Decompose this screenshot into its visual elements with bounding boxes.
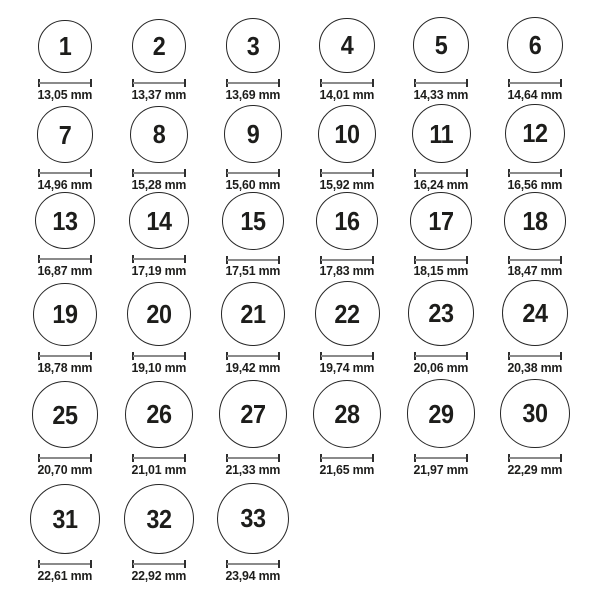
diameter-measure-line [132, 79, 186, 87]
ring-cell [18, 192, 112, 278]
ring-circle [500, 379, 570, 449]
diameter-label: 23,94 mm [225, 568, 281, 583]
diameter-label: 13,69 mm [225, 87, 281, 102]
ring-cell [488, 278, 582, 375]
ring-cell [112, 477, 206, 583]
ring-row [18, 477, 582, 583]
ring-circle [507, 17, 563, 73]
measure-bar [321, 259, 373, 261]
diameter-measure-line [320, 352, 374, 360]
diameter-measure-line [320, 79, 374, 87]
ring-cell [206, 192, 300, 278]
ring-circle [130, 106, 187, 163]
ring-cell [18, 375, 112, 477]
ring-cell [300, 278, 394, 375]
diameter-label: 14,96 mm [37, 177, 93, 192]
ring-cell [18, 278, 112, 375]
diameter-measure-line [414, 169, 468, 177]
diameter-measure-line [38, 560, 92, 568]
ring-size-number: 22 [334, 298, 360, 329]
ring-size-number: 9 [246, 119, 260, 150]
ring-cell [18, 102, 112, 192]
measure-tick-right-icon [90, 454, 92, 462]
ring-cell [206, 102, 300, 192]
measure-tick-right-icon [466, 169, 468, 177]
measure-tick-right-icon [90, 169, 92, 177]
ring-size-number: 28 [334, 398, 360, 429]
diameter-measure-line [508, 256, 562, 263]
ring-cell [394, 102, 488, 192]
measure-bar [39, 355, 91, 357]
ring-circle [37, 106, 94, 163]
ring-circle [221, 282, 286, 347]
ring-row [18, 102, 582, 192]
ring-cell [394, 192, 488, 278]
ring-circle [407, 379, 476, 448]
ring-size-number: 10 [334, 118, 360, 149]
diameter-measure-line [508, 169, 562, 177]
diameter-measure-line [132, 352, 186, 360]
ring-circle [502, 280, 568, 346]
ring-size-number: 14 [146, 205, 172, 236]
measure-bar [133, 355, 185, 357]
ring-circle [35, 192, 95, 249]
ring-cell [112, 6, 206, 102]
diameter-label: 20,06 mm [413, 360, 469, 375]
diameter-measure-line [508, 352, 562, 360]
diameter-label: 16,24 mm [413, 177, 469, 192]
diameter-measure-line [508, 454, 562, 462]
diameter-label: 16,56 mm [507, 177, 563, 192]
diameter-label: 13,37 mm [131, 87, 187, 102]
diameter-measure-line [414, 79, 468, 87]
ring-size-number: 8 [152, 119, 166, 150]
measure-bar [321, 172, 373, 174]
ring-cell [394, 6, 488, 102]
measure-bar [39, 563, 91, 565]
measure-bar [39, 172, 91, 174]
ring-size-number: 24 [522, 297, 548, 328]
ring-size-number: 4 [340, 30, 354, 61]
measure-tick-right-icon [278, 560, 280, 568]
diameter-label: 21,65 mm [319, 462, 375, 477]
measure-bar [415, 355, 467, 357]
measure-tick-right-icon [466, 79, 468, 87]
measure-bar [509, 82, 561, 84]
diameter-label: 14,64 mm [507, 87, 563, 102]
ring-cell [488, 6, 582, 102]
ring-size-number: 33 [240, 503, 266, 534]
ring-circle [127, 282, 191, 346]
measure-bar [321, 82, 373, 84]
diameter-label: 20,70 mm [37, 462, 93, 477]
measure-bar [509, 355, 561, 357]
ring-size-number: 27 [240, 399, 266, 430]
measure-tick-right-icon [372, 352, 374, 360]
measure-bar [321, 457, 373, 459]
ring-cell [488, 375, 582, 477]
measure-tick-right-icon [372, 169, 374, 177]
diameter-measure-line [226, 256, 280, 264]
measure-tick-right-icon [184, 169, 186, 177]
diameter-measure-line [38, 352, 92, 360]
ring-cell [206, 477, 300, 583]
measure-tick-right-icon [372, 454, 374, 462]
diameter-measure-line [132, 255, 186, 263]
measure-tick-right-icon [184, 352, 186, 360]
diameter-measure-line [38, 255, 92, 263]
ring-circle [222, 192, 283, 250]
ring-circle [315, 281, 380, 346]
measure-bar [133, 82, 185, 84]
diameter-measure-line [320, 169, 374, 177]
measure-tick-right-icon [560, 79, 562, 87]
measure-bar [227, 172, 279, 174]
diameter-label: 19,74 mm [319, 360, 375, 375]
ring-circle [319, 18, 374, 73]
measure-bar [321, 355, 373, 357]
ring-size-number: 21 [240, 298, 266, 329]
diameter-measure-line [226, 79, 280, 87]
diameter-label: 17,83 mm [319, 263, 375, 278]
ring-circle [226, 18, 281, 73]
measure-tick-right-icon [278, 352, 280, 360]
diameter-label: 15,28 mm [131, 177, 187, 192]
ring-size-number: 26 [146, 399, 172, 430]
ring-size-number: 19 [52, 299, 78, 330]
diameter-measure-line [226, 560, 280, 568]
diameter-measure-line [320, 256, 374, 263]
measure-bar [415, 172, 467, 174]
diameter-label: 15,92 mm [319, 177, 375, 192]
measure-tick-right-icon [466, 352, 468, 360]
measure-tick-right-icon [560, 454, 562, 462]
ring-row [18, 192, 582, 278]
measure-bar [509, 172, 561, 174]
ring-size-number: 31 [52, 504, 78, 534]
ring-circle [33, 283, 96, 346]
measure-tick-right-icon [90, 352, 92, 360]
measure-tick-right-icon [278, 169, 280, 177]
ring-size-number: 12 [522, 118, 548, 149]
ring-size-number: 15 [240, 205, 266, 236]
measure-tick-right-icon [90, 560, 92, 568]
ring-size-number: 23 [428, 298, 454, 329]
ring-size-number: 2 [152, 31, 166, 61]
ring-cell [488, 102, 582, 192]
measure-bar [227, 563, 279, 565]
ring-circle [504, 192, 567, 250]
diameter-label: 22,61 mm [37, 568, 93, 583]
measure-tick-right-icon [466, 454, 468, 462]
diameter-label: 15,60 mm [225, 177, 281, 192]
ring-circle [125, 381, 192, 448]
ring-cell [206, 278, 300, 375]
diameter-label: 16,87 mm [37, 263, 93, 278]
ring-row [18, 375, 582, 477]
measure-bar [39, 258, 91, 260]
ring-circle [132, 19, 186, 73]
measure-bar [133, 172, 185, 174]
measure-bar [509, 457, 561, 459]
diameter-measure-line [414, 454, 468, 462]
ring-cell [112, 192, 206, 278]
measure-tick-right-icon [184, 560, 186, 568]
ring-cell [300, 6, 394, 102]
ring-cell [112, 102, 206, 192]
ring-circle [410, 192, 472, 250]
measure-tick-right-icon [560, 352, 562, 360]
ring-circle [318, 105, 377, 164]
measure-bar [227, 457, 279, 459]
diameter-measure-line [132, 454, 186, 462]
measure-tick-right-icon [184, 454, 186, 462]
ring-row [18, 278, 582, 375]
measure-bar [415, 457, 467, 459]
measure-bar [133, 563, 185, 565]
ring-circle [217, 483, 288, 554]
diameter-label: 18,47 mm [507, 263, 563, 278]
measure-tick-right-icon [372, 79, 374, 87]
ring-size-number: 25 [52, 399, 78, 430]
ring-circle [38, 20, 92, 74]
ring-cell [300, 102, 394, 192]
measure-bar [133, 457, 185, 459]
ring-cell [112, 278, 206, 375]
ring-cell [18, 6, 112, 102]
ring-circle [30, 484, 100, 554]
diameter-label: 14,01 mm [319, 87, 375, 102]
measure-tick-right-icon [278, 79, 280, 87]
ring-circle [129, 192, 190, 249]
ring-cell [206, 6, 300, 102]
ring-size-number: 30 [522, 398, 548, 429]
diameter-label: 19,10 mm [131, 360, 187, 375]
diameter-measure-line [226, 169, 280, 177]
ring-circle [219, 380, 287, 448]
ring-size-number: 16 [334, 205, 360, 236]
diameter-measure-line [320, 454, 374, 462]
diameter-label: 21,01 mm [131, 462, 187, 477]
ring-size-number: 5 [434, 30, 448, 61]
ring-cell [488, 192, 582, 278]
diameter-label: 22,29 mm [507, 462, 563, 477]
measure-tick-right-icon [90, 79, 92, 87]
measure-bar [133, 258, 185, 260]
diameter-measure-line [414, 256, 468, 263]
measure-bar [39, 82, 91, 84]
diameter-label: 17,19 mm [131, 263, 187, 278]
diameter-label: 13,05 mm [37, 87, 93, 102]
ring-size-number: 13 [52, 205, 78, 236]
ring-size-number: 1 [58, 31, 72, 62]
diameter-measure-line [414, 352, 468, 360]
ring-cell [112, 375, 206, 477]
measure-bar [227, 82, 279, 84]
diameter-label: 21,97 mm [413, 462, 469, 477]
ring-cell [300, 375, 394, 477]
ring-row [18, 6, 582, 102]
diameter-measure-line [38, 79, 92, 87]
diameter-label: 19,42 mm [225, 360, 281, 375]
ring-circle [505, 104, 565, 164]
diameter-measure-line [226, 352, 280, 360]
ring-size-number: 7 [58, 119, 72, 150]
diameter-label: 17,51 mm [225, 263, 281, 278]
ring-cell [18, 477, 112, 583]
ring-circle [224, 105, 282, 163]
measure-bar [509, 259, 561, 261]
diameter-label: 14,33 mm [413, 87, 469, 102]
ring-size-number: 32 [146, 503, 172, 534]
ring-cell [394, 375, 488, 477]
ring-cell [394, 278, 488, 375]
diameter-label: 22,92 mm [131, 568, 187, 583]
ring-size-number: 20 [146, 299, 172, 329]
ring-cell [300, 192, 394, 278]
ring-circle [124, 484, 195, 555]
measure-bar [227, 259, 279, 261]
measure-bar [415, 82, 467, 84]
measure-tick-right-icon [184, 79, 186, 87]
ring-size-number: 18 [522, 205, 548, 236]
diameter-measure-line [508, 79, 562, 87]
diameter-measure-line [38, 169, 92, 177]
ring-circle [313, 380, 381, 448]
diameter-label: 21,33 mm [225, 462, 281, 477]
ring-size-number: 11 [429, 118, 453, 149]
diameter-measure-line [38, 454, 92, 462]
measure-tick-right-icon [278, 454, 280, 462]
measure-bar [415, 259, 467, 261]
ring-circle [413, 17, 469, 73]
diameter-label: 18,78 mm [37, 360, 93, 375]
ring-circle [316, 192, 378, 250]
ring-size-number: 3 [246, 30, 260, 61]
diameter-label: 18,15 mm [413, 263, 469, 278]
diameter-measure-line [132, 560, 186, 568]
measure-bar [227, 355, 279, 357]
ring-cell [206, 375, 300, 477]
diameter-measure-line [132, 169, 186, 177]
ring-size-number: 17 [428, 205, 454, 236]
diameter-label: 20,38 mm [507, 360, 563, 375]
ring-circle [32, 381, 99, 448]
ring-circle [408, 280, 474, 346]
ring-size-number: 29 [428, 398, 454, 429]
measure-tick-right-icon [560, 169, 562, 177]
ring-size-number: 6 [528, 29, 542, 60]
measure-bar [39, 457, 91, 459]
diameter-measure-line [226, 454, 280, 462]
ring-circle [412, 104, 471, 163]
